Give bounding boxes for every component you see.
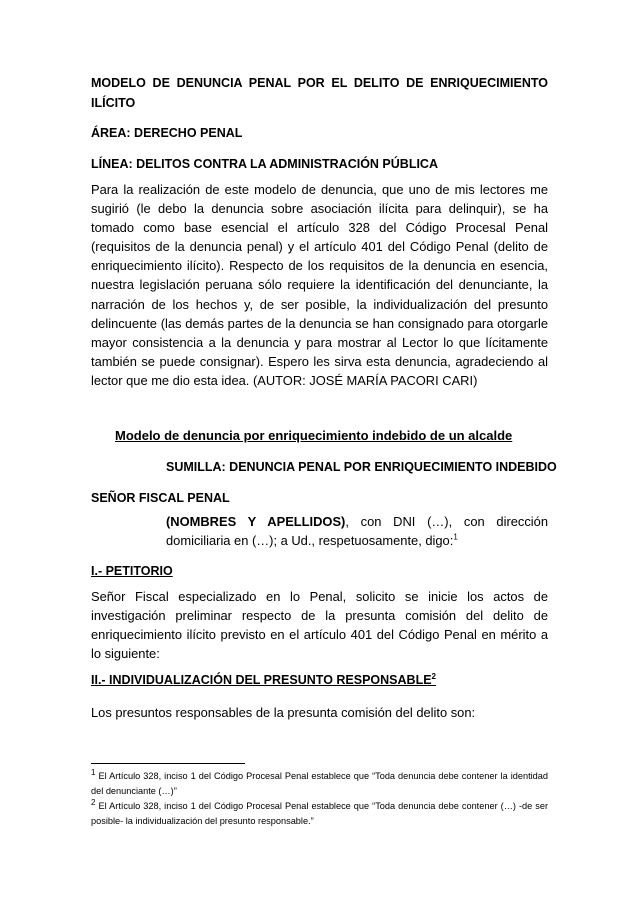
- complainant-name-placeholder: (NOMBRES Y APELLIDOS): [166, 514, 346, 529]
- presuntos-paragraph: Los presuntos responsables de la presunta comisión del delito son:: [91, 705, 476, 720]
- intro-paragraph: Para la realización de este modelo de denuncia, que uno de mis lectores me sugirió (le debo la denuncia sobre asociación ilícita para delinquir), se ha tomado como base esencial el artículo 328 del Código Procesal Penal (requisitos de la denuncia penal) y el artículo 401 del Código Penal (delito de enriquecimiento ilícito). Respecto de los requisitos de la denuncia en esencia, nuestra legislación peruana sólo requiere la identificación del denunciante, la narración de los hechos y, de ser posible, la individualización del presunto delincuente (las demás partes de la denuncia se han consignado para otorgarle mayor consistencia a la denuncia y para mostrar al Lector lo que lícitamente también se puede consignar). Espero les sirva esta denuncia, agradeciendo al lector que me dio esta idea. (AUTOR: JOSÉ MARÍA PACORI CARI): [91, 182, 548, 388]
- footnote-1-text: El Artículo 328, inciso 1 del Código Procesal Penal establece que “Toda denuncia debe contener la identidad del denunciante (…)”: [91, 771, 548, 796]
- section-individualizacion-text: II.- INDIVIDUALIZACIÓN DEL PRESUNTO RESPONSABLE: [91, 673, 432, 687]
- footnote-separator: [91, 763, 245, 764]
- footnote-2-mark: 2: [91, 797, 96, 807]
- complainant-details: , con DNI (…), con dirección domiciliaria en (…); a Ud., respetuosamente, digo:: [166, 514, 548, 548]
- complainant-paragraph: [166, 512, 548, 550]
- area-heading: ÁREA: DERECHO PENAL: [91, 126, 243, 140]
- section-individualizacion-heading: [91, 672, 548, 688]
- footnote-2: [91, 799, 548, 829]
- document-title: [91, 73, 548, 113]
- modelo-heading: Modelo de denuncia por enriquecimiento indebido de un alcalde: [115, 428, 513, 443]
- addressee-heading: SEÑOR FISCAL PENAL: [91, 491, 230, 505]
- footnote-2-text: El Artículo 328, inciso 1 del Código Procesal Penal establece que “Toda denuncia debe contener (…) -de ser posible- la individualización del presunto responsable.”: [91, 801, 548, 826]
- footnote-1: [91, 769, 548, 799]
- linea-heading: LÍNEA: DELITOS CONTRA LA ADMINISTRACIÓN PÚBLICA: [91, 157, 438, 171]
- sumilla-heading: SUMILLA: DENUNCIA PENAL POR ENRIQUECIMIENTO INDEBIDO: [166, 460, 557, 474]
- petitorio-paragraph: Señor Fiscal especializado en lo Penal, solicito se inicie los actos de investigación preliminar respecto de la presunta comisión del delito de enriquecimiento ilícito previsto en el artículo 401 del Código Penal en mérito a lo siguiente:: [91, 589, 548, 662]
- section-petitorio-heading: I.- PETITORIO: [91, 564, 173, 578]
- footnote-ref-1[interactable]: 1: [453, 532, 458, 542]
- document-title-line-1: MODELO DE DENUNCIA PENAL POR EL DELITO DE ENRIQUECIMIENTO: [91, 76, 548, 90]
- footnote-1-mark: 1: [91, 767, 96, 777]
- footnote-ref-2[interactable]: 2: [431, 671, 436, 681]
- document-title-line-2: ILÍCITO: [91, 96, 136, 110]
